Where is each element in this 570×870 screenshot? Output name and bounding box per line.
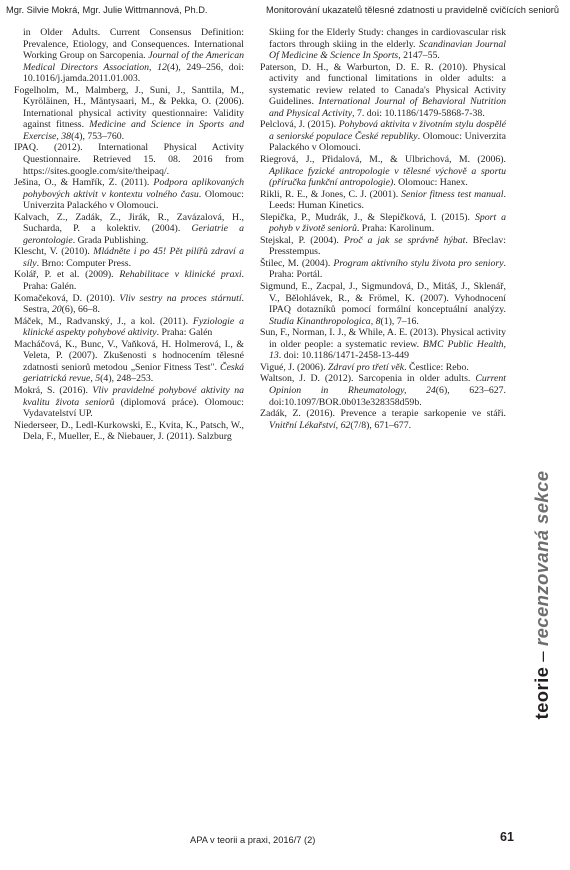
reference-text: Stejskal, P. (2004). bbox=[260, 234, 344, 246]
reference-text: Riegrová, J., Přidalová, M., & Ulbrichová, M. (2006). bbox=[260, 154, 506, 166]
reference-text: Rikli, R. E., & Jones, C. J. (2001). bbox=[260, 188, 402, 200]
reference-italic-text: BMC Public Health, 13 bbox=[269, 338, 507, 362]
reference-text: . Praha: Karolinum. bbox=[356, 223, 435, 235]
reference-text: (4), 248–253. bbox=[100, 373, 154, 385]
reference-text: Máček, M., Radvanský, J., a kol. (2011). bbox=[14, 315, 193, 327]
reference-text: Mokrá, S. (2016). bbox=[14, 384, 93, 396]
reference-text: Waltson, J. D. (2012). Sarcopenia in older adults. bbox=[260, 373, 476, 385]
reference-entry bbox=[14, 142, 244, 177]
reference-italic-text: Mládněte i po 45! Pět pilířů zdraví a síly bbox=[23, 246, 244, 269]
reference-text: . Leeds: Human Kinetics. bbox=[269, 188, 506, 212]
reference-entry bbox=[260, 235, 506, 258]
reference-italic-text: International Journal of Behavioral Nutrition and Physical Activity bbox=[269, 96, 506, 119]
reference-italic-text: Vliv pravidelné pohybové aktivity na kvalitu života seniorů bbox=[23, 384, 244, 408]
reference-text: Sigmund, E., Zacpal, J., Sigmundová, D., Mitáš, J., Sklenář, V., Bělohlávek, R., & Frömel, K. (2007). Vyhodnocení IPAQ dotazníků pomocí formální konceptuální analýzy. bbox=[260, 281, 506, 316]
reference-text: (1), 7–16. bbox=[380, 315, 419, 327]
section-label bbox=[531, 471, 553, 720]
reference-entry bbox=[260, 362, 506, 374]
reference-entry bbox=[14, 269, 244, 292]
reference-entry bbox=[260, 373, 506, 408]
references-left-column bbox=[14, 27, 244, 443]
section-dash: – bbox=[531, 650, 552, 662]
reference-text: Zadák, Z. (2016). Prevence a terapie sarkopenie ve stáři. bbox=[260, 408, 506, 420]
reference-italic-text: Sport a pohyb v životě seniorů bbox=[269, 211, 506, 235]
reference-entry bbox=[14, 246, 244, 269]
reference-italic-text: Aplikace fyzické antropologie v tělesné výchově a sportu (příručka funkční antropologie) bbox=[269, 165, 506, 189]
running-header bbox=[0, 0, 570, 26]
reference-text: IPAQ. (2012). International Physical Activity Questionnaire. Retrieved 15. 08. 2016 from https://sites.google.com/site/theipaq/. bbox=[14, 142, 244, 177]
reference-entry bbox=[14, 385, 244, 420]
reference-entry bbox=[260, 212, 506, 235]
reference-text: Pelclová, J. (2015). bbox=[260, 119, 339, 131]
reference-entry bbox=[14, 293, 244, 316]
reference-text: in Older Adults. Current Consensus Definition: Prevalence, Etiology, and Consequences. International Working Group on Sarcopenia. bbox=[23, 27, 244, 62]
reference-italic-text: Scandinavian Journal Of Medicine & Science In Sports bbox=[269, 38, 506, 62]
reference-entry bbox=[14, 85, 244, 143]
references-right-column bbox=[260, 27, 506, 431]
reference-text: . doi: 10.1186/1471-2458-13-449 bbox=[278, 350, 410, 362]
reference-text: (diplomová práce). Olomouc: Vydavatelství UP. bbox=[23, 396, 244, 420]
reference-text: . Čestlice: Rebo. bbox=[404, 361, 469, 373]
reference-text: . Grada Publishing. bbox=[72, 234, 149, 246]
reference-italic-text: Rehabilitace v klinické praxi bbox=[119, 269, 242, 281]
reference-entry bbox=[260, 62, 506, 120]
reference-entry bbox=[260, 119, 506, 154]
reference-text: . Praha: Galén. bbox=[23, 269, 244, 293]
reference-italic-text: Current Opinion in Rheumatology, 24 bbox=[269, 373, 506, 396]
reference-italic-text: Pohybová aktivita v životním stylu dospělé a seniorské populace České republiky bbox=[269, 119, 506, 142]
reference-text: (4), 249–256, doi: 10.1016/j.jamda.2011.01.003. bbox=[23, 61, 245, 85]
reference-text: . Sestra, bbox=[23, 292, 244, 316]
reference-italic-text: 20 bbox=[51, 304, 62, 316]
reference-text: . Brno: Computer Press. bbox=[36, 257, 132, 269]
section-sub-label: recenzovaná sekce bbox=[531, 470, 552, 646]
section-sidebar bbox=[522, 470, 562, 720]
reference-text: Kalvach, Z., Zadák, Z., Jirák, R., Zavázalová, H., Sucharda, P. a kolektiv. (2004). bbox=[14, 211, 244, 235]
reference-entry bbox=[260, 281, 506, 327]
reference-entry bbox=[260, 258, 506, 281]
reference-entry bbox=[14, 339, 244, 385]
reference-entry bbox=[260, 408, 506, 431]
reference-text: . Praha: Portál. bbox=[269, 257, 506, 281]
reference-entry bbox=[14, 27, 244, 85]
reference-text: Vigué, J. (2006). bbox=[260, 361, 328, 373]
reference-text: Fogelholm, M., Malmberg, J., Suni, J., Santtila, M., Kyröläinen, H., Mäntysaari, M., & Pekka, O. (2006). International physical activity questionnaire: Validity against fitness. bbox=[14, 84, 244, 131]
reference-entry bbox=[260, 27, 506, 62]
reference-text: , 7. doi: 10.1186/1479-5868-7-38. bbox=[352, 107, 485, 119]
reference-text: . Olomouc: Hanex. bbox=[393, 177, 468, 189]
reference-italic-text: Senior fitness test manual bbox=[401, 188, 504, 200]
reference-text: Paterson, D. H., & Warburton, D. E. R. (2010). Physical activity and functional limitations in older adults: a systematic review related to Canada's Physical Activity Guidelines. bbox=[260, 61, 506, 108]
reference-text: . Břeclav: Presstempus. bbox=[269, 234, 506, 258]
reference-italic-text: Vliv sestry na proces stárnutí bbox=[119, 292, 242, 304]
page-number: 61 bbox=[500, 830, 514, 844]
reference-italic-text: Geriatrie a gerontologie bbox=[23, 223, 245, 246]
reference-text: Sun, F., Norman, I. J., & While, A. E. (2013). Physical activity in older people: a systematic review. bbox=[260, 327, 506, 350]
reference-text: (6), 623–627. doi:10.1097/BOR.0b013e328358d59b. bbox=[269, 384, 506, 408]
reference-text: , 2147–55. bbox=[398, 50, 440, 62]
header-authors: Mgr. Silvie Mokrá, Mgr. Julie Wittmannová, Ph.D. bbox=[6, 5, 208, 15]
reference-text: Slepička, P., Mudrák, J., & Slepičková, I. (2015). bbox=[260, 211, 475, 223]
reference-text: (7/8), 671–677. bbox=[350, 419, 412, 431]
reference-entry bbox=[14, 212, 244, 247]
reference-italic-text: Proč a jak se správně hýbat bbox=[343, 234, 466, 246]
reference-italic-text: Zdraví pro třetí věk bbox=[327, 361, 405, 373]
reference-entry bbox=[14, 420, 244, 443]
reference-text: Komačeková, D. (2010). bbox=[14, 292, 120, 304]
footer-journal: APA v teorii a praxi, 2016/7 (2) bbox=[190, 835, 316, 845]
reference-text: Kolář, P. et al. (2009). bbox=[14, 269, 120, 281]
reference-italic-text: Journal of the American Medical Directors Association, 12 bbox=[23, 50, 244, 73]
reference-text: . Olomouc: Univerzita Palackého v Olomouci. bbox=[269, 130, 506, 154]
reference-text: Macháčová, K., Bunc, V., Vaňková, H. Holmerová, I., & Veleta, P. (2007). Zkušenosti s hodnocením tělesné zdatnosti seniorů metodou „Senior Fitness Test". bbox=[14, 338, 244, 373]
reference-entry bbox=[260, 189, 506, 212]
reference-text: (6), 66–8. bbox=[61, 304, 101, 316]
reference-entry bbox=[14, 316, 244, 339]
reference-text: Štilec, M. (2004). bbox=[260, 257, 334, 269]
reference-entry bbox=[14, 177, 244, 212]
reference-italic-text: Fyziologie a klinické aspekty pohybové aktivity bbox=[23, 315, 244, 339]
reference-text: Ješina, O., & Hamřík, Z. (2011). bbox=[14, 177, 154, 189]
reference-text: Niederseer, D., Ledl-Kurkowski, E., Kvita, K., Patsch, W., Dela, F., Mueller, E., & Niebauer, J. (2011). Salzburg bbox=[14, 419, 244, 443]
reference-entry bbox=[260, 327, 506, 362]
reference-italic-text: Vnitřní Lékařství, 62 bbox=[269, 419, 351, 431]
reference-text: . Olomouc: Univerzita Palackého v Olomouci. bbox=[23, 188, 244, 212]
reference-italic-text: Podpora aplikovaných pohybových aktivit v kontextu volného času bbox=[23, 177, 244, 200]
reference-italic-text: Česká geriatrická revue, 5 bbox=[23, 361, 244, 385]
section-main-label: teorie bbox=[531, 666, 552, 720]
reference-italic-text: Program aktivního stylu života pro seniory bbox=[333, 257, 504, 269]
reference-italic-text: Studia Kinanthropologica, 8 bbox=[269, 315, 381, 327]
header-title: Monitorování ukazatelů tělesné zdatnosti u pravidelně cvičících seniorů bbox=[265, 5, 559, 15]
reference-text: Skiing for the Elderly Study: changes in cardiovascular risk factors through skiing in the elderly. bbox=[269, 27, 506, 50]
reference-text: . Praha: Galén bbox=[156, 327, 213, 339]
reference-text: (4), 753–760. bbox=[71, 130, 125, 142]
reference-text: Klescht, V. (2010). bbox=[14, 246, 94, 258]
reference-italic-text: Medicine and Science in Sports and Exercise, 38 bbox=[23, 119, 244, 142]
reference-entry bbox=[260, 154, 506, 189]
